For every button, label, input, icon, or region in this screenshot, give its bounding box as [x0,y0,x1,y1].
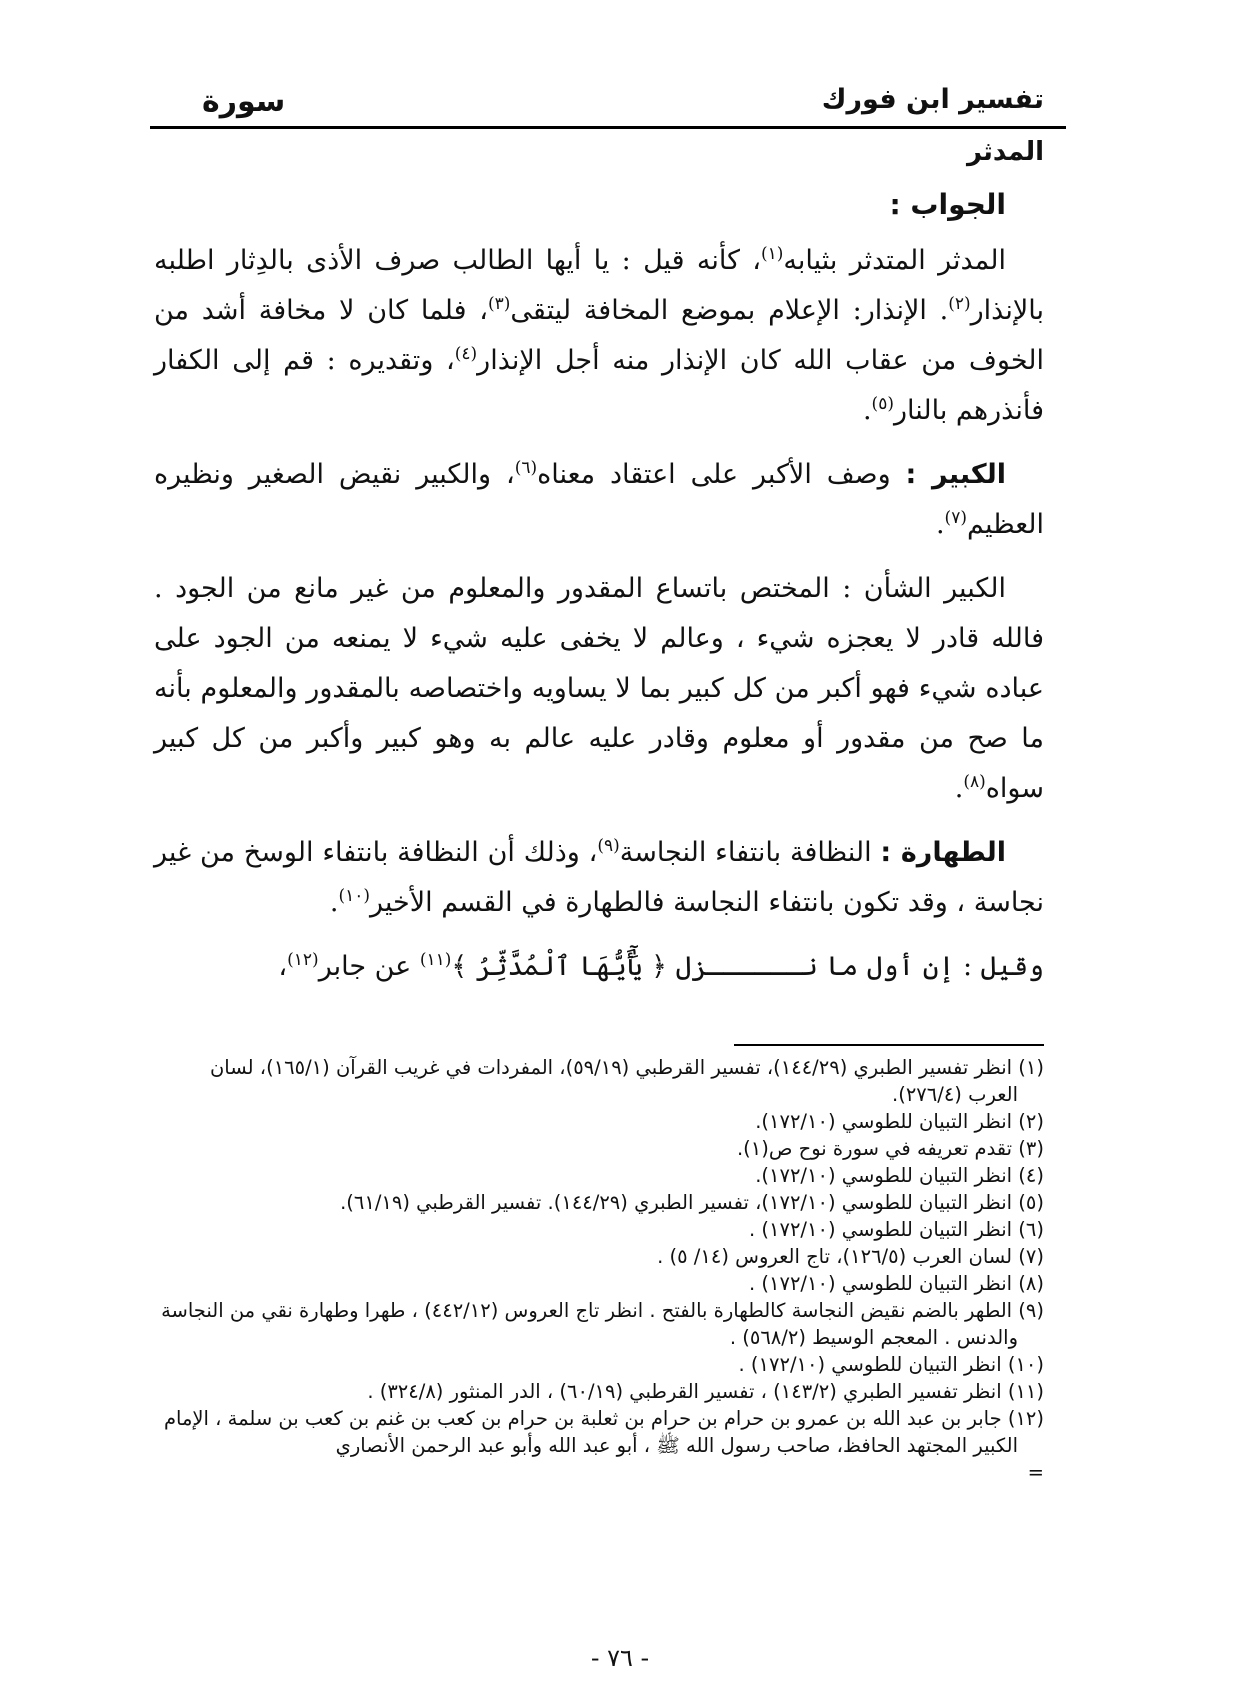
paragraph-3 [154,564,1044,814]
footnote-ref-8: (٨) [963,772,986,792]
footnote-1: (١) انظر تفسير الطبري (١٤٤/٢٩)، تفسير القرطبي (٥٩/١٩)، المفردات في غريب القرآن (١٦٥/١)، لسان العرب (٢٧٦/٤). [209,1056,1044,1106]
footnote-7: (٧) لسان العرب (١٢٦/٥)، تاج العروس (١٤/ ٥) . [657,1245,1044,1268]
footnote-ref-3: (٣) [487,294,511,314]
p3-text-2: . [954,773,964,804]
footnotes [154,1054,1044,1486]
p1-text-4: ، فلما كان لا مخافة أشد من الخوف من عقاب الله كان الإنذار منه أجل الإنذار [154,295,1044,376]
footnote-3: (٣) تقدم تعريفه في سورة نوح ص(١). [736,1137,1044,1160]
p4-text-2: ، وذلك أن النظافة بانتفاء الوسخ من غير نجاسة ، وقد تكون بانتفاء النجاسة فالطهارة في القسم الأخير [154,837,1044,918]
p2-text-1: وصف الأكبر على اعتقاد معناه [537,459,906,490]
p3-text-1: الكبير الشأن : المختص باتساع المقدور والمعلوم من غير مانع من الجود . فالله قادر لا يعجزه شيء ، وعالم لا يخفى عليه شيء لا يمنعه من الجود على عباده شيء فهو أكبر من كل كبير بما لا يساويه واختصاصه بالمقدور والمعلوم بأنه ما صح من مقدور أو معلوم وقادر عليه عالم به وهو كبير وأكبر من كل كبير سواه [154,573,1044,804]
p5-text-1: وقيل : إن أول ما نــــــزل ﴿ يَٰٓأَيُّهَا ٱلْمُدَّثِّرُ ﴾ [451,951,1044,982]
p5-text-3: ، [278,951,288,982]
paragraph-4 [154,828,1044,928]
p1-text-2: ، كأنه قيل : يا أيها الطالب صرف الأذى بالدِثار اطلبه بالإنذار [154,245,1044,326]
paragraph-1 [154,236,1044,436]
page-number: - ٧٦ - [590,1644,650,1672]
footnote-8: (٨) انظر التبيان للطوسي (١٧٢/١٠) . [748,1272,1044,1295]
footnote-ref-12: (١٢) [287,950,319,970]
footnote-continuation-mark: = [1027,1461,1044,1484]
footnote-ref-2: (٢) [948,294,971,314]
footnote-5: (٥) انظر التبيان للطوسي (١٧٢/١٠)، تفسير الطبري (١٤٤/٢٩). تفسير القرطبي (٦١/١٩). [340,1191,1044,1214]
surah-name: المدثر [966,137,1044,167]
footnote-ref-10: (١٠) [338,886,370,906]
p1-text-5: ، وتقديره : قم إلى الكفار فأنذرهم بالنار [154,345,1044,426]
p1-text-6: . [862,395,872,426]
footnote-rule [734,1044,1044,1046]
book-title: تفسير ابن فورك [821,84,1044,115]
footnote-ref-5: (٥) [871,394,894,414]
header-rule [150,126,1066,129]
footnote-2: (٢) انظر التبيان للطوسي (١٧٢/١٠). [755,1110,1044,1133]
footnote-ref-11: (١١) [419,950,452,970]
footnote-10: (١٠) انظر التبيان للطوسي (١٧٢/١٠) . [738,1353,1044,1376]
footnote-ref-7: (٧) [944,508,967,528]
p2-text-2: ، والكبير نقيض الصغير ونظيره العظيم [154,459,1044,540]
p4-text-3: . [329,887,339,918]
term-kabir: الكبير : [905,459,1006,490]
footnote-9: (٩) الطهر بالضم نقيض النجاسة كالطهارة بالفتح . انظر تاج العروس (٤٤٢/١٢) ، طهرا وطهارة نقي من النجاسة والدنس . المعجم الوسيط (٥٦٨/٢) . [161,1299,1044,1349]
p5-text-2: عن جابر [318,951,420,982]
p2-text-3: . [935,509,945,540]
term-tahara: الطهارة : [880,837,1006,868]
footnote-ref-4: (٤) [454,344,478,364]
footnote-ref-6: (٦) [514,458,538,478]
paragraph-5 [154,942,1044,992]
footnote-12: (١٢) جابر بن عبد الله بن عمرو بن حرام بن حرام بن ثعلبة بن حرام بن كعب بن غنم بن كعب بن سلمة ، الإمام الكبير المجتهد الحافظ، صاحب رسول الله ﷺ ، أبو عبد الله وأبو عبد الرحمن الأنصاري [163,1407,1044,1457]
footnote-4: (٤) انظر التبيان للطوسي (١٧٢/١٠). [755,1164,1044,1187]
footnote-11: (١١) انظر تفسير الطبري (١٤٣/٢) ، تفسير القرطبي (٦٠/١٩) ، الدر المنثور (٣٢٤/٨) . [367,1380,1044,1403]
paragraph-2 [154,450,1044,550]
footnote-ref-9: (٩) [597,836,620,856]
p1-text-1: المدثر المتدثر بثيابه [783,245,1007,276]
surah-label: سورة [202,84,286,119]
answer-heading: الجواب : [889,188,1006,221]
p4-text-1: النظافة بانتفاء النجاسة [619,837,881,868]
footnote-6: (٦) انظر التبيان للطوسي (١٧٢/١٠) . [748,1218,1044,1241]
p1-text-3: . الإنذار: الإعلام بموضع المخافة ليتقى [510,295,949,326]
footnote-ref-1: (١) [760,244,784,264]
main-text [154,180,1044,1006]
